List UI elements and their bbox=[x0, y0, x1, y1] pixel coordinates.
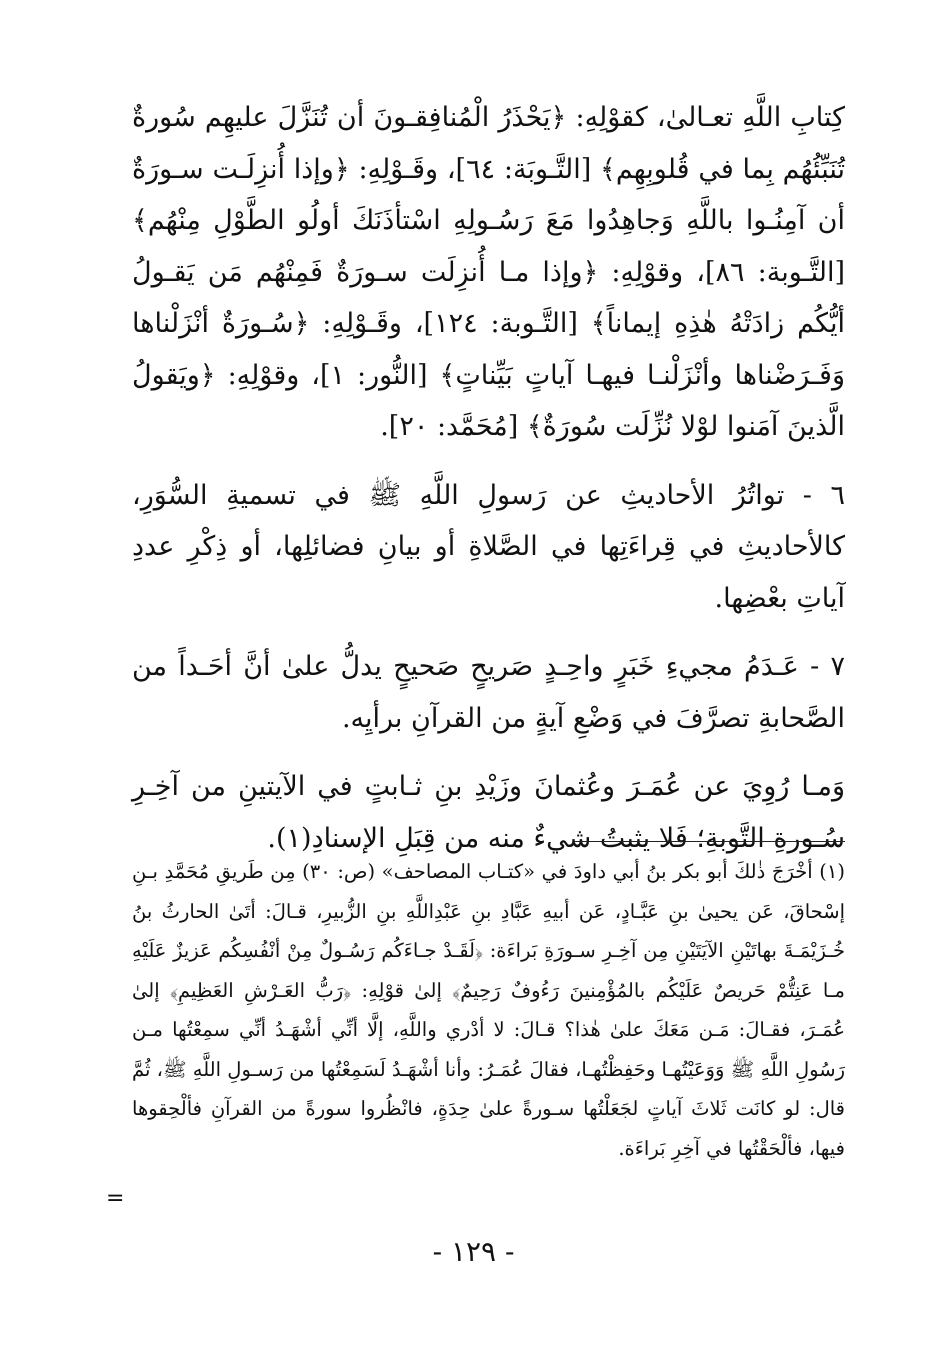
footnote-block bbox=[132, 852, 845, 1168]
footnote-separator bbox=[573, 841, 845, 842]
footnote-continuation-mark: = bbox=[106, 1186, 125, 1211]
paragraph-point-7: ٧ - عَـدَمُ مجيءِ خَبَرٍ واحِـدٍ صَريحٍ صَحيحٍ يدلُّ علىٰ أنَّ أحَـداً من الصَّحابةِ تصرَّفَ في وَضْعِ آيةٍ من القرآنِ برأيِه. bbox=[132, 651, 845, 734]
paragraph-point-6: ٦ - تواتُرُ الأحاديثِ عن رَسولِ اللَّهِ ﷺ في تسميةِ السُّوَرِ، كالأحاديثِ في قِراءَتِها في الصَّلاةِ أو بيانِ فضائلِها، أو ذِكْرِ عددِ آياتِ بعْضِها. bbox=[132, 479, 845, 614]
footnote-text: (١) أخْرَجَ ذٰلكَ أبو بكر بنُ أبي داودَ في «كتـاب المصاحف» (ص: ٣٠) مِن طَريقِ مُحَمَّدِ بـنِ إسْحاقَ، عَن يحيىٰ بنِ عَبَّـادٍ، عَن أبيهِ عَبَّادِ بنِ عَبْدِاللَّهِ بنِ الزُّبيرِ، قـالَ: أتَىٰ الحارثُ بنُ خُـزَيْمَـةَ بهاتَيْنِ الآيَتَيْنِ مِن آخِـرِ سـورَةِ بَراءَة: ﴿لَقَـدْ جـاءَكُم رَسُـولٌ مِنْ أنْفُسِكُم عَزيزٌ عَلَيْهِ مـا عَنِتُّمْ حَريصٌ عَلَيْكُم بالمُؤْمِنينَ رَءُوفٌ رَحِيمٌ﴾ إلىٰ قوْلِهِ: ﴿رَبُّ العَـرْشِ العَظِيمِ﴾ إلىٰ عُمَـرَ، فقـالَ: مَـن مَعَكَ علىٰ هٰذا؟ قـالَ: لا أدْري واللَّهِ، إلَّا أنِّي أشْهَـدُ أنِّي سمِعْتُها مـن رَسُولِ اللَّهِ ﷺ وَوَعَيْتُهـا وحَفِظْتُهـا، فقالَ عُمَـرُ: وأنا أشْهَـدُ لَسَمِعْتُها من رَسـولِ اللَّهِ ﷺ، ثُمَّ قال: لو كانَت ثَلاثَ آياتٍ لجَعَلْتُها سـورةً علىٰ حِدَةٍ، فانْظُروا سورةً من القرآنِ فألْحِقوها فيها، فألْحَقْتُها في آخِرِ بَراءَة. bbox=[132, 860, 846, 1160]
paragraph-quranic-verses: كِتابِ اللَّهِ تعـالىٰ، كقوْلِهِ: ﴿يَحْذَرُ الْمُنافِقـونَ أن تُنَزَّلَ عليهِم سُورةٌ تُنَبِّئُهُم بِما في قُلوبِهِم﴾ [التَّـوبَة: ٦٤]، وقَـوْلِهِ: ﴿وإذا أُنزِلَـت سـورَةٌ أن آمِنُـوا باللَّهِ وَجاهِدُوا مَعَ رَسُـولِهِ اسْتأذَنَكَ أولُو الطَّوْلِ مِنْهُم﴾ [التَّـوبة: ٨٦]، وقوْلِهِ: ﴿وإذا مـا أُنزِلَت سـورَةٌ فَمِنْهُم مَن يَقـولُ أيُّكُم زادَتْهُ هٰذِهِ إيماناً﴾ [التَّـوبة: ١٢٤]، وقَـوْلِهِ: ﴿سُـورَةٌ أنْزَلْناها وَفَـرَضْناها وأنْزَلْنـا فيهـا آياتٍ بَيِّناتٍ﴾ [النُّور: ١]، وقوْلِهِ: ﴿ويَقولُ الَّذينَ آمَنوا لوْلا نُزِّلَت سُورَةٌ﴾ [مُحَمَّد: ٢٠]. bbox=[132, 102, 846, 442]
paragraph-narration: وَمـا رُوِيَ عن عُمَـرَ وعُثمانَ وزَيْدِ بنِ ثـابتٍ في الآيتينِ من آخِـرِ سُـورةِ التَّوبةِ؛ فَلا يثبتُ شيءٌ منه من قِبَلِ الإسنادِ(١). bbox=[132, 771, 845, 854]
page-number: - ١٢٩ - bbox=[432, 1235, 515, 1268]
main-text-block bbox=[132, 92, 845, 864]
